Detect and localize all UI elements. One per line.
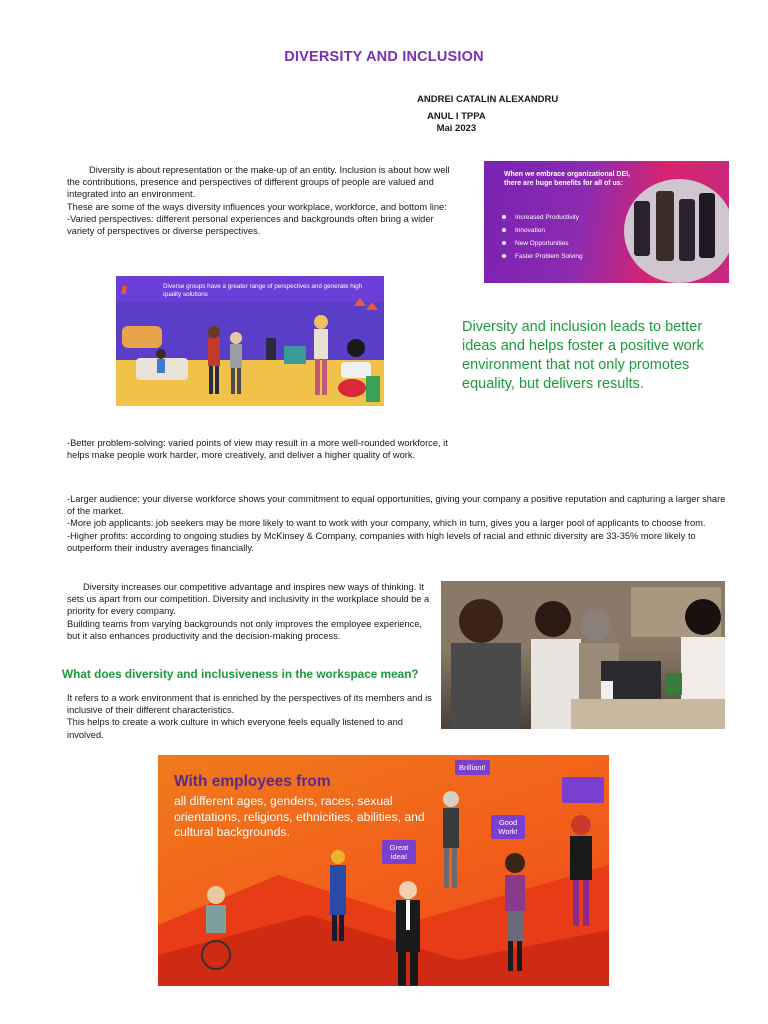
higher-profits-line: -Higher profits: according to ongoing studies by McKinsey & Company, companies with high levels of racial and ethnic diversity are 33-35% more likely to outperform their industry averages financially. [67, 530, 696, 553]
speech-bubble-great-idea: Great idea! [382, 840, 416, 864]
problem-solving-paragraph: -Better problem-solving: varied points of view may result in a more well-rounded workforce, it helps make people work harder, more creatively, and deliver a higher quality of work. [67, 438, 448, 461]
job-applicants-line: -More job applicants: job seekers may be more likely to want to work with your company, which in turn, gives you a larger pool of applicants to choose from. [67, 518, 706, 529]
team-photo-illustration [441, 581, 725, 729]
benefit-item: Faster Problem Solving [502, 250, 583, 263]
bullet-icon [502, 241, 506, 245]
class-date [427, 111, 486, 135]
intro-line-3: -Varied perspectives: different personal experiences and backgrounds often bring a wider variety of perspectives or diverse perspectives. [67, 213, 434, 237]
page-title: DIVERSITY AND INCLUSION [284, 49, 484, 65]
highlight-quote: Diversity and inclusion leads to better ideas and helps foster a positive work environment that not only promotes equality, but delivers results. [462, 319, 704, 392]
benefit-item: New Opportunities [502, 237, 583, 250]
bullet-icon [502, 254, 506, 258]
bullet-icon [502, 215, 506, 219]
office-illustration [116, 276, 384, 406]
benefits-heading: When we embrace organizational DEI, there are huge benefits for all of us: [504, 171, 631, 187]
person-figure [699, 193, 715, 258]
meaning-paragraph [67, 692, 437, 741]
meaning-line-2: This helps to create a work culture in which everyone feels equally listened to and involved. [67, 717, 403, 740]
diverse-groups-image [116, 276, 384, 406]
employees-subheading: all different ages, genders, races, sexual orientations, religions, ethnicities, abilities, and cultural backgrounds. [174, 794, 425, 839]
date-label: Mai 2023 [436, 123, 477, 134]
benefit-item: Innovation [502, 224, 583, 237]
intro-line-1: Diversity is about representation or the make-up of an entity. Inclusion is about how well the contributions, presence and perspectives of different groups of people are valued and integrated into an environment. [67, 165, 450, 200]
speech-bubble-shape [122, 326, 162, 348]
employees-image [158, 755, 609, 986]
stripes-icon: //// [121, 285, 126, 297]
person-figure [634, 201, 650, 256]
class-label: ANUL I TPPA [427, 111, 486, 122]
meaning-line-1: It refers to a work environment that is enriched by the perspectives of its members and is inclusive of their different characteristics. [67, 693, 432, 716]
person-figure [656, 191, 674, 261]
dei-benefits-image [484, 161, 729, 283]
speech-bubble-brilliant: Brilliant! [455, 760, 490, 775]
bullet-icon [502, 228, 506, 232]
person-figure [679, 199, 695, 261]
larger-audience-line: -Larger audience: your diverse workforce shows your commitment to equal opportunities, giving your company a positive reputation and capturing a larger share of the market. [67, 494, 726, 517]
advantage-line-1: Diversity increases our competitive advantage and inspires new ways of thinking. It sets us apart from our competition. Diversity and inclusivity in the workplace should be a priority for every company. [67, 582, 430, 617]
section-heading: What does diversity and inclusiveness in the workspace mean? [62, 667, 419, 681]
benefits-list [502, 211, 583, 263]
intro-line-2: These are some of the ways diversity influences your workplace, workforce, and bottom line: [67, 201, 447, 212]
intro-paragraph [67, 164, 455, 237]
benefits-paragraph [67, 493, 727, 554]
speech-bubble-good-work: Good Work! [491, 815, 525, 839]
author-name: ANDREI CATALIN ALEXANDRU [417, 94, 559, 105]
team-photo-image [441, 581, 725, 729]
employees-heading: With employees from [174, 773, 331, 790]
competitive-advantage-paragraph [67, 581, 437, 642]
advantage-line-2: Building teams from varying backgrounds not only improves the employee experience, but it also enhances productivity and the decision-making process. [67, 618, 423, 641]
caption-text: Diverse groups have a greater range of perspectives and generate high quality solutions [163, 283, 363, 298]
benefit-item: Increased Productivity [502, 211, 583, 224]
